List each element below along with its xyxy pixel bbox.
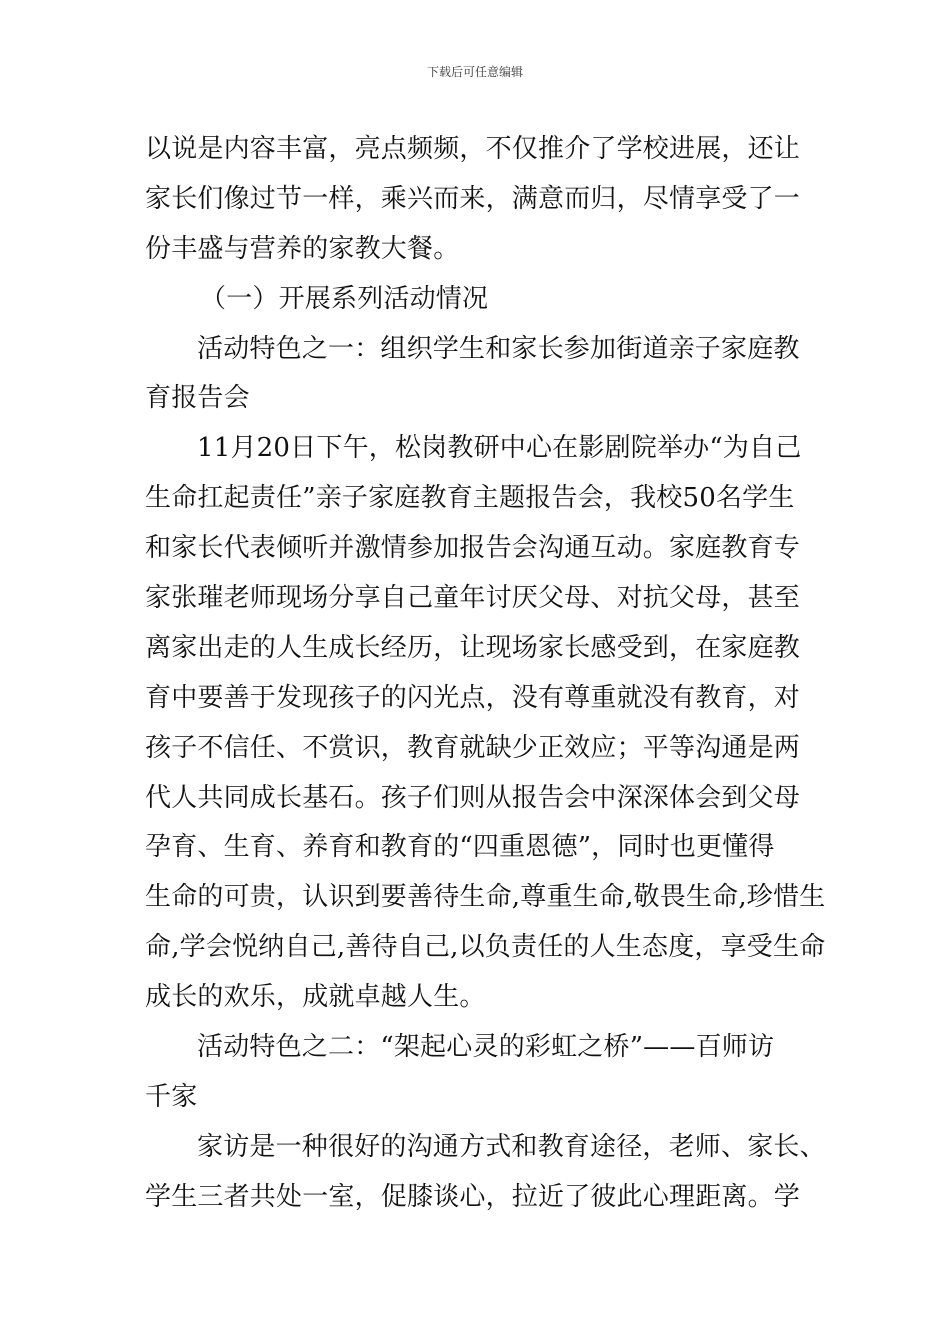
text-line-14: 代人共同成长基石。孩子们则从报告会中深深体会到父母 — [145, 782, 801, 813]
activity-one-title-cont: 育报告会 — [145, 383, 250, 414]
text-line-10: 家张璀老师现场分享自己童年讨厌父母、对抗父母，甚至 — [145, 583, 801, 614]
text-line-17: 命,学会悦纳自己,善待自己,以负责任的人生态度，享受生命 — [145, 932, 826, 963]
activity-two-title: 活动特色之二：“架起心灵的彩虹之桥”——百师访 — [197, 1032, 775, 1063]
page-header: 下载后可任意编辑 — [426, 65, 523, 79]
text-line-16: 生命的可贵，认识到要善待生命,尊重生命,敬畏生命,珍惜生 — [145, 882, 826, 913]
text-line-8: 生命扛起责任”亲子家庭教育主题报告会，我校50名学生 — [145, 483, 795, 514]
text-line-15: 孕育、生育、养育和教育的“四重恩德”，同时也更懂得 — [145, 832, 775, 863]
text-line-13: 孩子不信任、不赏识，教育就缺少正效应；平等沟通是两 — [145, 732, 801, 763]
text-line-22: 学生三者共处一室，促膝谈心，拉近了彼此心理距离。学 — [145, 1181, 801, 1212]
activity-two-title-cont: 千家 — [145, 1081, 198, 1112]
document-body — [145, 125, 825, 1223]
text-line-1: 以说是内容丰富，亮点频频，不仅推介了学校进展，还让 — [145, 134, 801, 164]
section-heading: （一）开展系列活动情况 — [200, 283, 489, 314]
text-line-18: 成长的欢乐，成就卓越人生。 — [145, 982, 486, 1013]
text-line-3: 份丰盛与营养的家教大餐。 — [145, 233, 460, 264]
activity-one-title: 活动特色之一：组织学生和家长参加街道亲子家庭教 — [197, 333, 800, 364]
text-line-9: 和家长代表倾听并激情参加报告会沟通互动。家庭教育专 — [145, 533, 801, 564]
text-line-2: 家长们像过节一样，乘兴而来，满意而归，尽情享受了一 — [145, 183, 801, 214]
text-line-7: 11月20日下午，松岗教研中心在影剧院举办“为自己 — [197, 433, 802, 464]
text-line-21: 家访是一种很好的沟通方式和教育途径，老师、家长、 — [197, 1131, 826, 1162]
text-line-11: 离家出走的人生成长经历，让现场家长感受到，在家庭教 — [145, 632, 801, 663]
text-line-12: 育中要善于发现孩子的闪光点，没有尊重就没有教育，对 — [145, 682, 801, 713]
